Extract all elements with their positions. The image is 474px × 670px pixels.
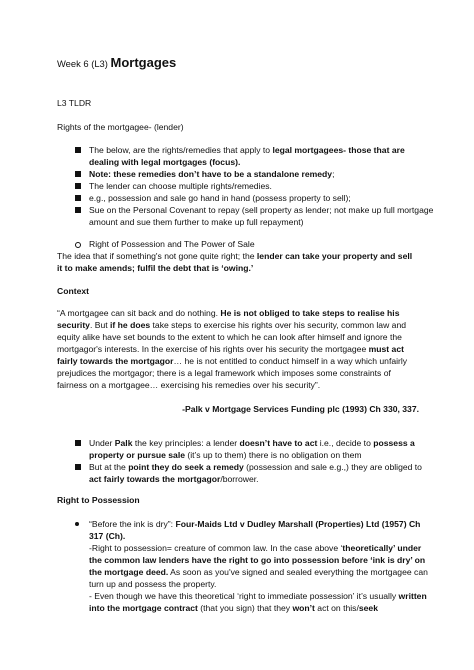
square-bullet-icon [75,171,81,177]
circle-bullet-icon [75,242,81,248]
square-bullet-icon [75,207,81,213]
ink-dry-line: “Before the ink is dry”: Four-Maids Ltd v Dudley Marshall (Properties) Ltd (1957) Ch 317 (Ch). [89,519,421,541]
week-label: Week 6 (L3) [57,58,111,69]
ink-dry-paragraph-2: -Right to possession= creature of common law. In the case above ‘theoretically’ under the common law lenders have the right to go into possession before ‘ink is dry’ on the mortgage deed. As soon as you've signed and sealed everything the mortgagee can turn up and possess the property. [89,543,428,589]
bullet-dot-icon [75,522,79,526]
quote-paragraph: “A mortgagee can sit back and do nothing. He is not obliged to take steps to realise his security. But if he does take steps to exercise his rights over his security, common law and equity alike have set bounds to the extent to which he can look after himself and ignore the mortgagor's interests. In the exercise of his rights over his security the mortgagee must act fairly towards the mortgagor… he is not entitled to conduct himself in a way which unfairly prejudices the mortgagor; there is a legal framework which imposes some constraints of fairness on a mortgagee… exercising his remedies over his security”. [57,308,408,390]
possession-heading: Right to Possession [57,495,140,505]
list-item: e.g., possession and sale go hand in hand (possess property to sell); [75,192,435,204]
list-item: The below, are the rights/remedies that apply to legal mortgagees- those that are dealing with legal mortgages (focus). [75,144,435,168]
title-mortgages: Mortgages [110,55,177,70]
palk-bullet-list [75,437,435,485]
ink-dry-paragraph-3: - Even though we have this theoretical ‘right to immediate possession’ it’s usually written into the mortgage contract (that you sign) that they won’t act on this/seek [89,591,427,613]
square-bullet-icon [75,440,81,446]
list-item: Under Palk the key principles: a lender doesn’t have to act i.e., decide to possess a property or pursue sale (it’s up to them) there is no obligation on them [75,437,435,461]
list-item: Note: these remedies don’t have to be a standalone remedy; [75,168,435,180]
context-heading: Context [57,286,89,296]
subtitle: L3 TLDR [57,98,92,108]
page-title [57,57,176,70]
list-item: The lender can choose multiple rights/remedies. [75,180,435,192]
ink-dry-item [75,518,433,614]
square-bullet-icon [75,464,81,470]
list-item: But at the point they do seek a remedy (possession and sale e.g.,) they are obliged to act fairly towards the mortgagor/borrower. [75,461,435,485]
idea-paragraph: The idea that if something's not gone quite right; the lender can take your property and sell it to make amends; fulfil the debt that is ‘owing.’ [57,251,413,273]
rights-bullet-list [75,144,435,228]
citation: -Palk v Mortgage Services Funding plc (1993) Ch 330, 337. [182,404,419,414]
list-item: Sue on the Personal Covenant to repay (sell property as lender; not make up full mortgage amount and sue them further to make up full repayment) [75,204,435,228]
square-bullet-icon [75,183,81,189]
rights-heading: Rights of the mortgagee- (lender) [57,122,184,132]
square-bullet-icon [75,195,81,201]
square-bullet-icon [75,147,81,153]
sub-item: Right of Possession and The Power of Sale [75,238,255,250]
